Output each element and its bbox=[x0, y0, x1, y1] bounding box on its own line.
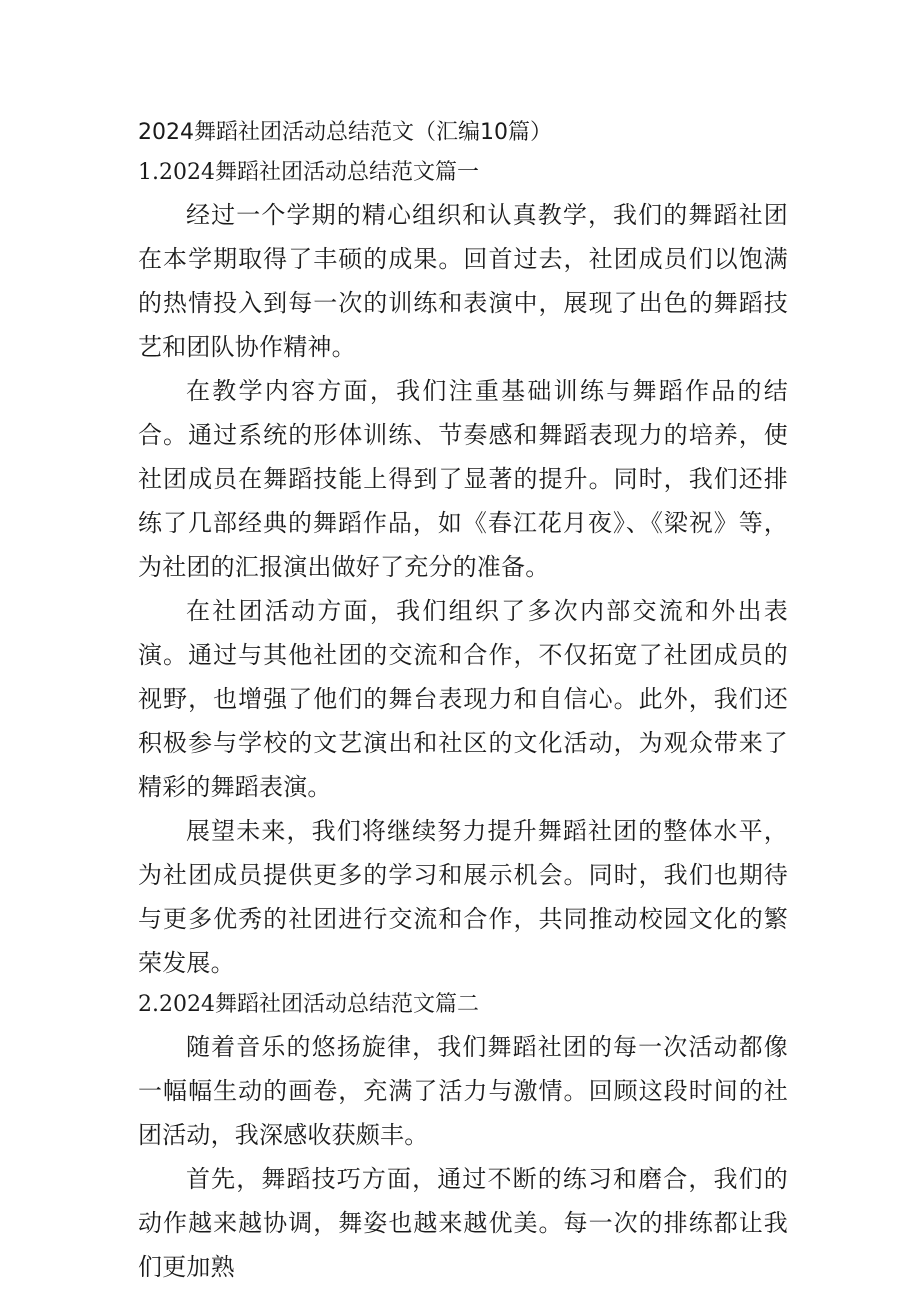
paragraph: 首先，舞蹈技巧方面，通过不断的练习和磨合，我们的动作越来越协调，舞姿也越来越优美。每一次的排练都让我们更加熟 bbox=[138, 1165, 788, 1281]
paragraph: 展望未来，我们将继续努力提升舞蹈社团的整体水平，为社团成员提供更多的学习和展示机会。同时，我们也期待与更多优秀的社团进行交流和合作，共同推动校园文化的繁荣发展。 bbox=[138, 817, 788, 977]
section-heading-1: 1.2024舞蹈社团活动总结范文篇一 bbox=[138, 160, 479, 185]
paragraph: 随着音乐的悠扬旋律，我们舞蹈社团的每一次活动都像一幅幅生动的画卷，充满了活力与激情。回顾这段时间的社团活动，我深感收获颇丰。 bbox=[138, 1033, 788, 1149]
document-body bbox=[138, 113, 788, 1289]
paragraph: 在教学内容方面，我们注重基础训练与舞蹈作品的结合。通过系统的形体训练、节奏感和舞蹈表现力的培养，使社团成员在舞蹈技能上得到了显著的提升。同时，我们还排练了几部经典的舞蹈作品，如《春江花月夜》、《梁祝》等，为社团的汇报演出做好了充分的准备。 bbox=[138, 377, 788, 581]
section-heading-2: 2.2024舞蹈社团活动总结范文篇二 bbox=[138, 992, 479, 1017]
paragraph: 经过一个学期的精心组织和认真教学，我们的舞蹈社团在本学期取得了丰硕的成果。回首过去，社团成员们以饱满的热情投入到每一次的训练和表演中，展现了出色的舞蹈技艺和团队协作精神。 bbox=[138, 201, 788, 361]
paragraph: 在社团活动方面，我们组织了多次内部交流和外出表演。通过与其他社团的交流和合作，不仅拓宽了社团成员的视野，也增强了他们的舞台表现力和自信心。此外，我们还积极参与学校的文艺演出和社区的文化活动，为观众带来了精彩的舞蹈表演。 bbox=[138, 597, 788, 801]
document-title: 2024舞蹈社团活动总结范文（汇编10篇） bbox=[138, 120, 552, 145]
